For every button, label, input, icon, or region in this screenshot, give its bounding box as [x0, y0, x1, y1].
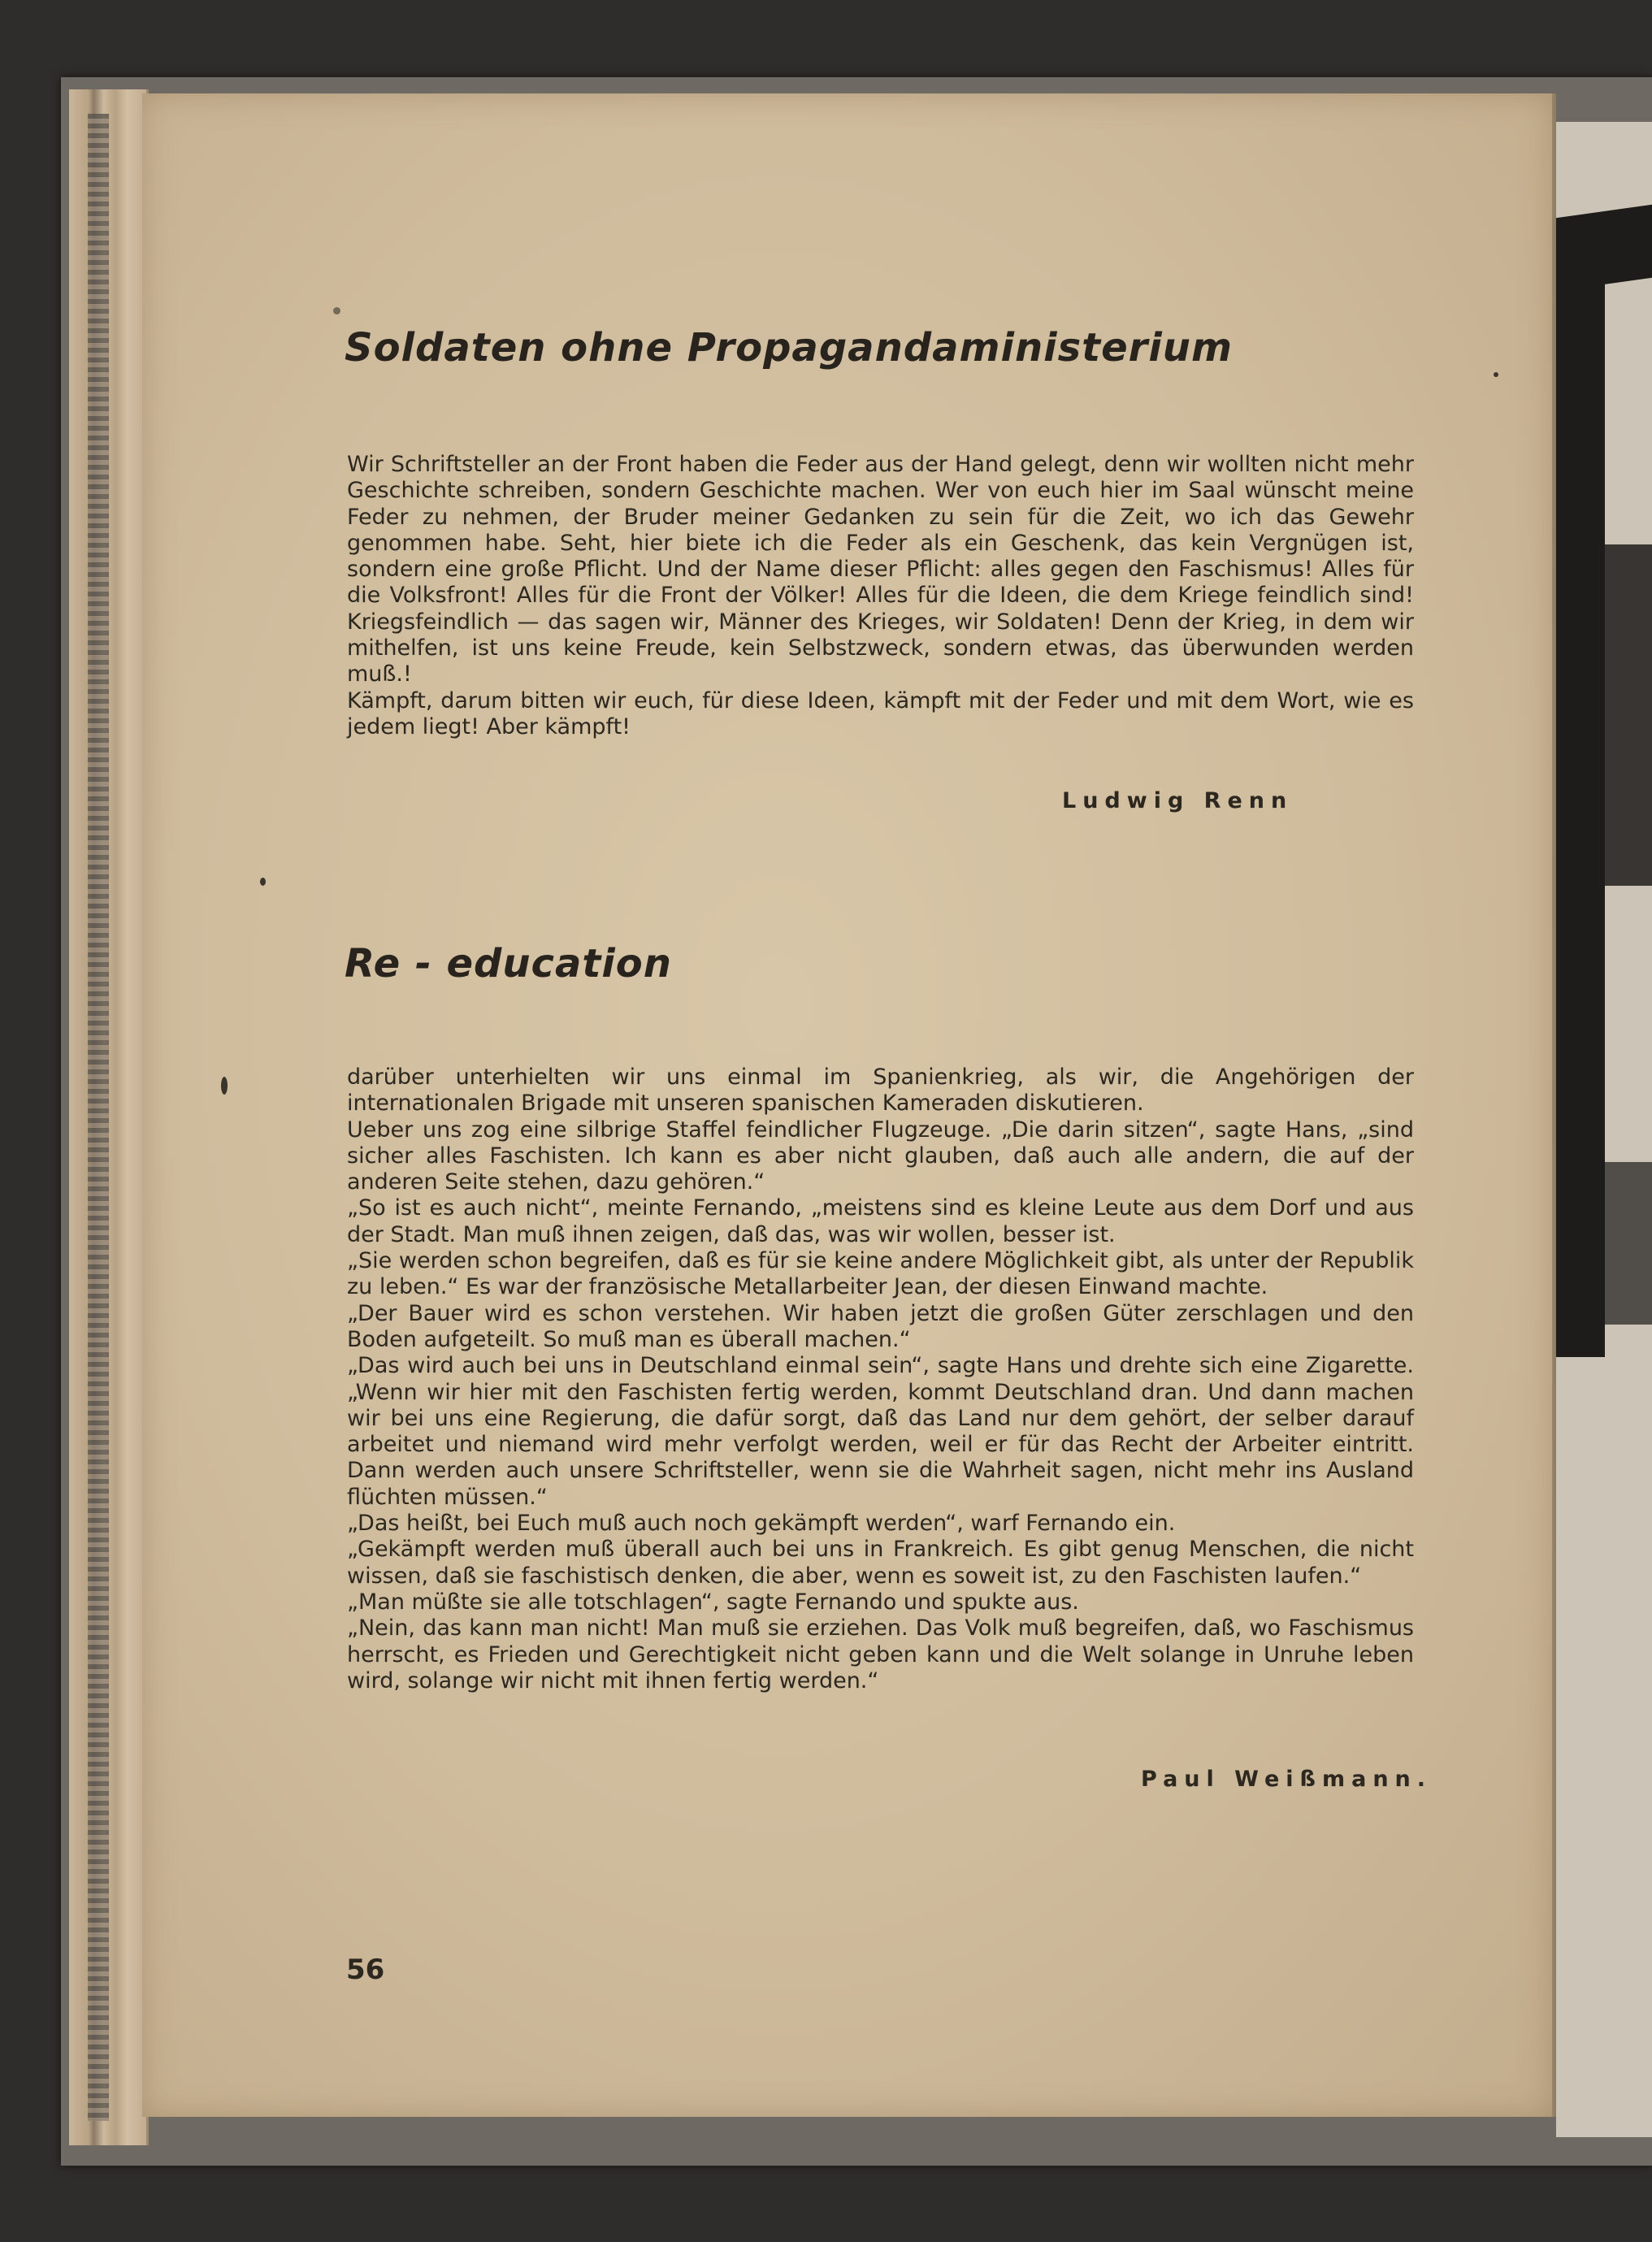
- article-author-2: Paul Weißmann.: [1141, 1767, 1433, 1792]
- article-2-paragraph: „Gekämpft werden muß überall auch bei uns in Frankreich. Es gibt genug Menschen, die nicht wissen, daß sie faschistisch denken, die aber, wenn es soweit ist, zu den Faschisten laufen.“: [347, 1537, 1414, 1589]
- facing-page: [1556, 122, 1652, 2137]
- paper-speck: [221, 1077, 228, 1095]
- article-1-paragraph: Kämpft, darum bitten wir euch, für diese Ideen, kämpft mit der Feder und mit dem Wort, wie es jedem liegt! Aber kämpft!: [347, 687, 1414, 739]
- facing-page-image-3: [1605, 544, 1652, 886]
- book-spine: [69, 89, 149, 2145]
- page-number: 56: [346, 1954, 385, 1986]
- article-body-1: [347, 452, 1414, 740]
- article-2-paragraph: Ueber uns zog eine silbrige Staffel feindlicher Flugzeuge. „Die darin sitzen“, sagte Hans, „sind sicher alles Faschisten. Ich kann es aber nicht glauben, daß auch alle andern, die auf der anderen Seite stehen, dazu gehören.“: [347, 1117, 1414, 1195]
- article-2-paragraph: „Nein, das kann man nicht! Man muß sie erziehen. Das Volk muß begreifen, daß, wo Faschismus herrscht, es Frieden und Gerechtigkeit nicht geben kann und die Welt solange in Unruhe leben wird, solange wir nicht mit ihnen fertig werden.“: [347, 1615, 1414, 1693]
- article-2-paragraph: „Das wird auch bei uns in Deutschland einmal sein“, sagte Hans und drehte sich eine Zigarette. „Wenn wir hier mit den Faschisten fertig werden, kommt Deutschland dran. Und dann machen wir bei uns eine Regierung, die dafür sorgt, daß das Land nur dem gehört, der selber darauf arbeitet und niemand wird mehr verfolgt werden, weil er für das Recht der Arbeiter eintritt. Dann werden auch unsere Schriftsteller, wenn sie die Wahrheit sagen, nicht mehr ins Ausland flüchten müssen.“: [347, 1353, 1414, 1510]
- article-author-1: Ludwig Renn: [1062, 788, 1294, 813]
- article-title-1: Soldaten ohne Propagandaministerium: [345, 325, 1233, 371]
- paper-speck: [1494, 372, 1498, 377]
- spine-binding-strip: [88, 114, 109, 2121]
- article-2-paragraph: „Man müßte sie alle totschlagen“, sagte Fernando und spukte aus.: [347, 1589, 1079, 1615]
- paper-speck: [260, 878, 266, 886]
- article-2-paragraph: „Das heißt, bei Euch muß auch noch gekämpft werden“, warf Fernando ein.: [347, 1511, 1176, 1537]
- facing-page-image-4: [1589, 1162, 1652, 1325]
- facing-page-image: [1556, 205, 1652, 292]
- article-body-2: [347, 1065, 1414, 1694]
- article-title-2: Re - education: [345, 941, 672, 987]
- article-1-paragraph: Wir Schriftsteller an der Front haben die Feder aus der Hand gelegt, denn wir wollten nicht mehr Geschichte schreiben, sondern Geschichte machen. Wer von euch hier im Saal wünscht meine Feder zu nehmen, der Bruder meiner Gedanken zu sein für die Zeit, wo ich das Gewehr genommen habe. Seht, hier biete ich die Feder als ein Geschenk, das kein Vergnügen ist, sondern eine große Pflicht. Und der Name dieser Pflicht: alles gegen den Faschismus! Alles für die Volksfront! Alles für die Front der Völker! Alles für die Ideen, die dem Kriege feindlich sind! Kriegsfeindlich — das sagen wir, Männer des Krieges, wir Soldaten! Denn der Krieg, in dem wir mithelfen, ist uns keine Freude, kein Selbstzweck, sondern etwas, das überwunden werden muß.!: [347, 452, 1414, 687]
- article-2-paragraph: „Sie werden schon begreifen, daß es für sie keine andere Möglichkeit gibt, als unter der Republik zu leben.“ Es war der französische Metallarbeiter Jean, der diesen Einwand machte.: [347, 1248, 1414, 1300]
- article-2-paragraph: „Der Bauer wird es schon verstehen. Wir haben jetzt die großen Güter zerschlagen und den Boden aufgeteilt. So muß man es überall machen.“: [347, 1300, 1414, 1352]
- paper-speck: [333, 307, 340, 314]
- article-2-paragraph: darüber unterhielten wir uns einmal im Spanienkrieg, als wir, die Angehörigen der internationalen Brigade mit unseren spanischen Kameraden diskutieren.: [347, 1065, 1414, 1117]
- article-2-paragraph: „So ist es auch nicht“, meinte Fernando, „meistens sind es kleine Leute aus dem Dorf und aus der Stadt. Man muß ihnen zeigen, daß das, was wir wollen, besser ist.: [347, 1195, 1414, 1247]
